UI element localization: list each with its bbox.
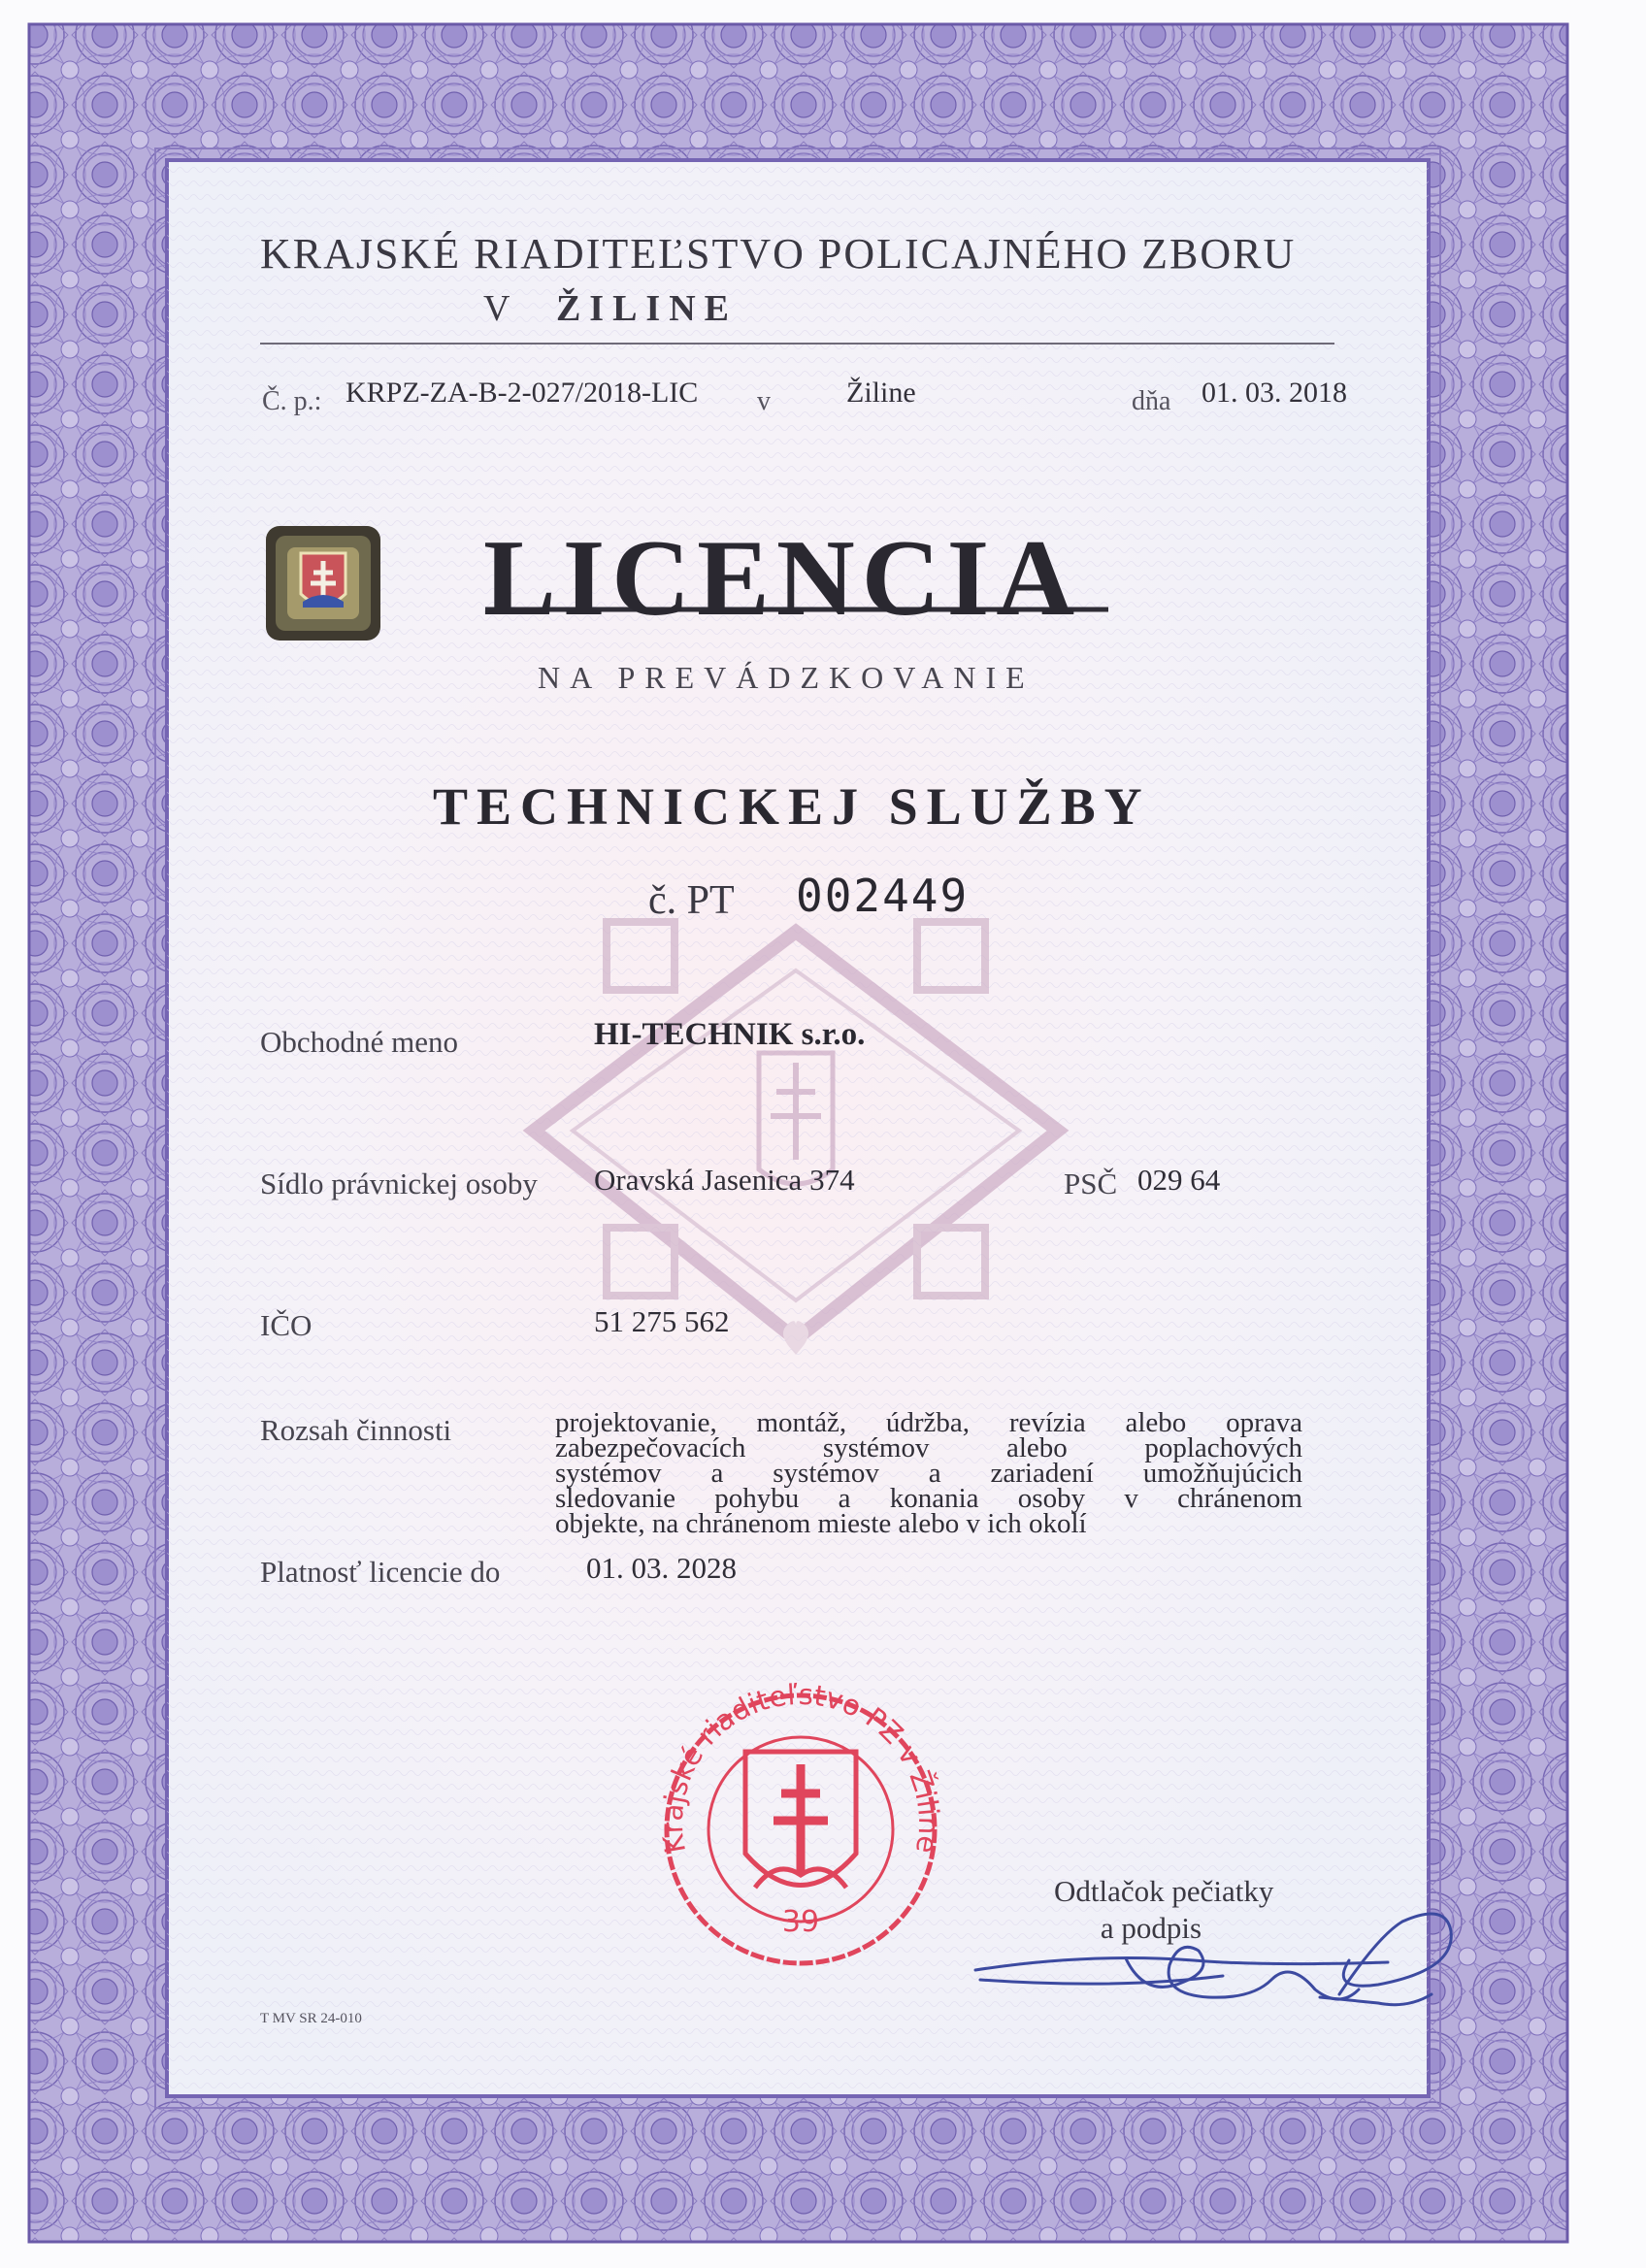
reference-date: 01. 03. 2018: [1202, 377, 1347, 409]
authority-city: [483, 287, 738, 330]
document-subtitle: NA PREVÁDZKOVANIE: [538, 660, 1035, 695]
scope-line: zabezpečovacích systémov alebo poplachových: [555, 1432, 1302, 1463]
reference-date-label: dňa: [1132, 386, 1171, 416]
psc-label: PSČ: [1064, 1167, 1118, 1200]
business-name-label: Obchodné meno: [260, 1025, 459, 1059]
seat-label: Sídlo právnickej osoby: [260, 1167, 538, 1200]
hologram-emblem: [266, 526, 380, 641]
stamp-text: Krajské riaditeľstvo PZ v Žiline: [655, 1677, 946, 1857]
ico-value: 51 275 562: [594, 1304, 730, 1338]
signature-caption-line2: a podpis: [1100, 1911, 1202, 1945]
authority-heading: KRAJSKÉ RIADITEĽSTVO POLICAJNÉHO ZBORU: [260, 230, 1297, 278]
scope-line: systémov a systémov a zariadení umožňujúcich: [555, 1458, 1302, 1489]
scope-line: objekte, na chránenom mieste alebo v ich okolí: [555, 1508, 1087, 1539]
city-prefix: V: [483, 288, 510, 329]
scope-text: [555, 1407, 1302, 1539]
scope-line: sledovanie pohybu a konania osoby v chránenom: [555, 1483, 1302, 1514]
stamp-number: 39: [781, 1905, 820, 1939]
validity-label: Platnosť licencie do: [260, 1555, 501, 1589]
reference-number: KRPZ-ZA-B-2-027/2018-LIC: [346, 377, 699, 409]
signature-caption-line1: Odtlačok pečiatky: [1054, 1874, 1274, 1908]
ico-label: IČO: [260, 1308, 313, 1342]
reference-place-prefix: v: [757, 386, 771, 416]
scope-line: projektovanie, montáž, údržba, revízia alebo oprava: [555, 1407, 1302, 1438]
service-type: TECHNICKEJ SLUŽBY: [433, 777, 1151, 836]
business-name-value: HI-TECHNIK s.r.o.: [594, 1017, 866, 1052]
psc-value: 029 64: [1137, 1163, 1221, 1197]
signature-caption: [1054, 1873, 1274, 1947]
form-code: T MV SR 24-010: [260, 2011, 362, 2026]
scope-label: Rozsah činnosti: [260, 1413, 452, 1447]
licence-number-label: č. PT: [648, 878, 735, 923]
reference-place: Žiline: [846, 377, 916, 409]
document-title: LICENCIA: [483, 518, 1082, 639]
city-name: ŽILINE: [555, 288, 739, 329]
reference-number-label: Č. p.:: [262, 386, 322, 416]
seat-value: Oravská Jasenica 374: [594, 1163, 855, 1197]
validity-value: 01. 03. 2028: [586, 1551, 737, 1585]
licence-number: 002449: [796, 870, 970, 922]
